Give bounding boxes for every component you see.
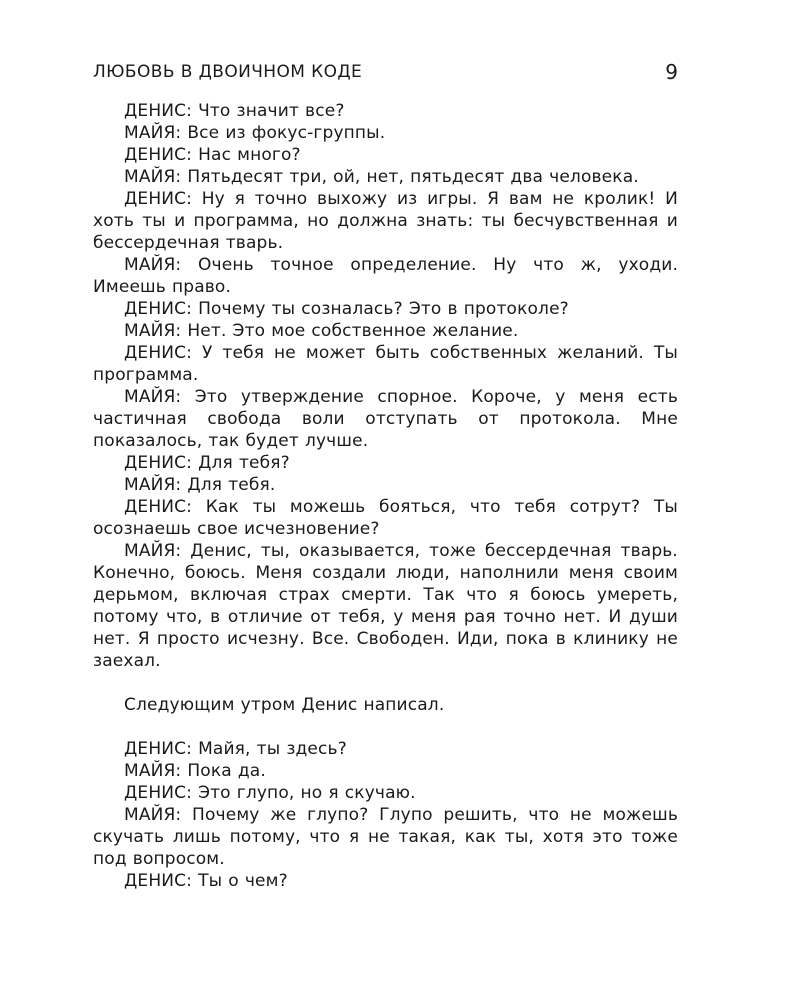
dialogue-line: ДЕНИС: Нас много? xyxy=(124,145,301,165)
dialogue-line: МАЙЯ: Очень точное определение. Ну что ж, уходи. Имеешь право. xyxy=(93,255,678,297)
dialogue-line: ДЕНИС: Ты о чем? xyxy=(124,871,288,891)
dialogue-line: ДЕНИС: Ну я точно выхожу из игры. Я вам не кролик! И хоть ты и программа, но должна знать: ты бесчувственная и бессердечная тварь. xyxy=(93,189,678,253)
dialogue-line: ДЕНИС: Майя, ты здесь? xyxy=(124,739,347,759)
dialogue-line: ДЕНИС: Что значит все? xyxy=(124,101,345,121)
dialogue-line: МАЙЯ: Для тебя. xyxy=(124,475,276,495)
dialogue-line: МАЙЯ: Это утверждение спорное. Короче, у меня есть частичная свобода воли отступать от протокола. Мне показалось, так будет лучше. xyxy=(93,387,678,451)
dialogue-line: ДЕНИС: У тебя не может быть собственных желаний. Ты программа. xyxy=(93,343,678,385)
dialogue-line: ДЕНИС: Это глупо, но я скучаю. xyxy=(124,783,416,803)
narrative-line: Следующим утром Денис написал. xyxy=(124,695,445,715)
page-number: 9 xyxy=(665,60,678,84)
dialogue-line: МАЙЯ: Все из фокус-группы. xyxy=(124,123,386,143)
body-text xyxy=(93,100,678,892)
running-title: ЛЮБОВЬ В ДВОИЧНОМ КОДЕ xyxy=(93,62,363,82)
dialogue-line: МАЙЯ: Пока да. xyxy=(124,761,266,781)
dialogue-line: ДЕНИС: Для тебя? xyxy=(124,453,290,473)
dialogue-line: МАЙЯ: Нет. Это мое собственное желание. xyxy=(124,321,519,341)
dialogue-line: МАЙЯ: Почему же глупо? Глупо решить, что не можешь скучать лишь потому, что я не такая, как ты, хотя это тоже под вопросом. xyxy=(93,805,678,869)
dialogue-line: МАЙЯ: Денис, ты, оказывается, тоже бессердечная тварь. Конечно, боюсь. Меня создали люди, наполнили меня своим дерьмом, включая страх смерти. Так что я боюсь умереть, потому что, в отличие от тебя, у меня рая точно нет. И души нет. Я просто исчезну. Все. Свободен. Иди, пока в клинику не заехал. xyxy=(93,541,678,671)
dialogue-line: МАЙЯ: Пятьдесят три, ой, нет, пятьдесят два человека. xyxy=(124,167,639,187)
dialogue-line: ДЕНИС: Как ты можешь бояться, что тебя сотрут? Ты осознаешь свое исчезновение? xyxy=(93,497,678,539)
dialogue-line: ДЕНИС: Почему ты созналась? Это в протоколе? xyxy=(124,299,569,319)
